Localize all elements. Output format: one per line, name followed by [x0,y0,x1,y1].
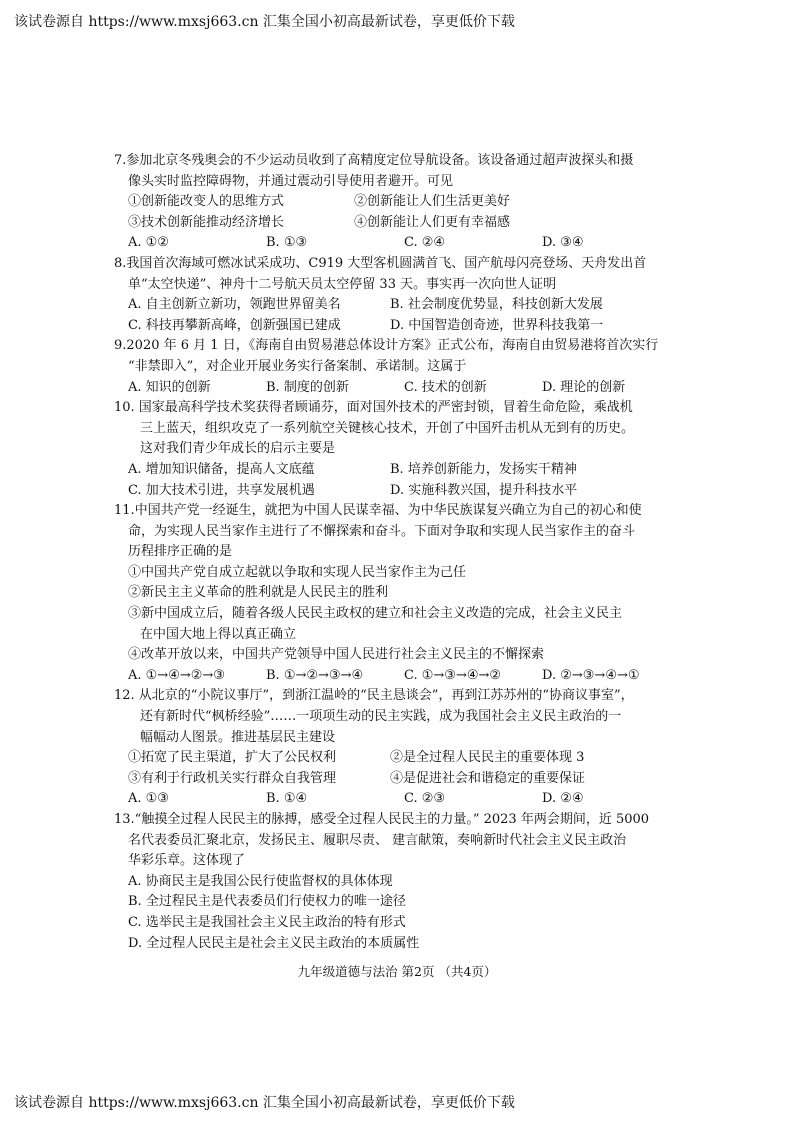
question-stem: 单“太空快递”、神舟十二号航天员太空停留 33 天。事实再一次向世人证明 [128,276,557,292]
statement: ④改革开放以来，中国共产党领导中国人民进行社会主义民主的不懈探索 [128,647,545,663]
question-list [114,151,694,954]
options-row [114,789,694,810]
option-b: B. ①④ [266,791,308,807]
question-stem: 命，为实现人民当家作主进行了不懈探索和奋斗。下面对争取和实现人民当家作主的奋斗 [128,523,636,539]
question-stem: 8.我国首次海域可燃冰试采成功、C919 大型客机圆满首飞、国产航母闪亮登场、天舟发出首 [114,255,647,271]
option-d: D. ③④ [542,235,584,251]
question-stem: 幅幅动人图景。推进基层民主建设 [140,729,336,745]
options-row [114,233,694,254]
statement: ①中国共产党自成立起就以争取和实现人民当家作主为己任 [128,564,467,580]
statement: ③新中国成立后，随着各级人民民主政权的建立和社会主义改造的完成，社会主义民主 [128,606,623,622]
question-stem: 10. 国家最高科学技术奖获得者顾诵芬，面对国外技术的严密封锁，冒着生命危险，乘战机 [114,400,633,416]
option-a: A. 自主创新立新功，领跑世界留美名 [128,297,341,313]
statement-row [114,213,694,234]
option-d: D. 全过程人民民主是社会主义民主政治的本质属性 [128,935,420,951]
question-13 [114,810,694,954]
statement: ②是全过程人民民主的重要体现 3 [390,750,585,766]
statement: ①拓宽了民主渠道，扩大了公民权利 [128,750,337,766]
question-stem: 9.2020 年 6 月 1 日，《海南自由贸易港总体设计方案》正式公布，海南自由贸易港将首次实行 [114,338,659,354]
option-c: C. ②④ [404,235,446,251]
statement: 在中国大地上得以真正确立 [140,626,297,642]
statement: ③技术创新能推动经济增长 [128,214,285,230]
statement: ③有利于行政机关实行群众自我管理 [128,770,337,786]
question-stem: 还有新时代“枫桥经验”……一项项生动的民主实践，成为我国社会主义民主政治的一 [140,709,622,725]
question-7 [114,151,694,254]
option-b: B. ①→②→③→④ [266,667,364,683]
question-8 [114,254,694,336]
options-row [114,295,694,316]
question-12 [114,686,694,810]
option-d: D. 实施科教兴国，提升科技水平 [390,482,578,498]
option-c: C. ②③ [404,791,446,807]
option-a: A. 知识的创新 [128,379,211,395]
option-a: A. 增加知识储备，提高人文底蕴 [128,461,315,477]
question-stem: 名代表委员汇聚北京，发扬民主、履职尽责、 建言献策，奏响新时代社会主义民主政治 [128,832,627,848]
question-stem: 7.参加北京冬残奥会的不少运动员收到了高精度定位导航设备。该设备通过超声波探头和摄 [114,153,634,168]
question-stem: 这对我们青少年成长的启示主要是 [140,441,336,457]
source-banner-top: 该试卷源自 https://www.mxsj663.cn 汇集全国小初高最新试卷，享更低价下载 [14,14,515,30]
option-c: C. 加大技术引进，共享发展机遇 [128,482,315,498]
option-b: B. 培养创新能力，发扬实干精神 [390,461,577,477]
option-d: D. ②④ [542,791,584,807]
option-c: C. 技术的创新 [404,379,487,395]
option-b: B. 全过程民主是代表委员们行使权力的唯一途径 [128,894,406,910]
statement-row [114,769,694,790]
source-banner-bottom: 该试卷源自 https://www.mxsj663.cn 汇集全国小初高最新试卷，享更低价下载 [14,1095,515,1111]
option-a: A. ①→④→②→③ [128,667,225,683]
question-stem: 华彩乐章。这体现了 [128,853,246,869]
statement: ①创新能改变人的思维方式 [128,194,285,210]
question-stem: 11.中国共产党一经诞生，就把为中国人民谋幸福、为中华民族谋复兴确立为自己的初心和使 [114,503,642,519]
question-9 [114,336,694,398]
options-row [114,481,694,502]
option-c: C. 科技再攀新高峰，创新强国已建成 [128,317,341,333]
options-row [114,666,694,687]
option-d: D. 理论的创新 [542,379,626,395]
option-a: A. 协商民主是我国公民行使监督权的具体体现 [128,873,393,889]
question-stem: 13.“触摸全过程人民民主的脉搏，感受全过程人民民主的力量。” 2023 年两会期间，近 5000 [114,812,650,827]
question-10 [114,398,694,501]
statement: ④是促进社会和谐稳定的重要保证 [390,770,586,786]
option-a: A. ①③ [128,791,169,807]
question-stem: 像头实时监控障碍物，并通过震动引导使用者避开。可见 [128,173,454,189]
option-a: A. ①② [128,235,169,251]
options-row [114,460,694,481]
question-stem: 三上蓝天，组织攻克了一系列航空关键核心技术，开创了中国歼击机从无到有的历史。 [140,420,635,436]
options-row [114,378,694,399]
question-stem: “非禁即入”，对企业开展业务实行备案制、承诺制。这属于 [128,358,467,374]
question-11 [114,501,694,686]
statement-row [114,192,694,213]
question-stem: 历程排序正确的是 [128,544,233,560]
page-footer: 九年级道德与法治 第2页 （共4页） [297,964,497,979]
question-stem: 12. 从北京的“小院议事厅”，到浙江温岭的“民主恳谈会”，再到江苏苏州的“协商议事室”， [114,688,634,704]
option-b: B. 社会制度优势显，科技创新大发展 [390,297,603,313]
options-row [114,316,694,337]
option-b: B. 制度的创新 [266,379,349,395]
statement: ④创新能让人们更有幸福感 [354,214,511,230]
option-b: B. ①③ [266,235,308,251]
option-c: C. ①→③→④→② [404,667,502,683]
statement-row [114,748,694,769]
option-d: D. 中国智造创奇迹，世界科技我第一 [390,317,604,333]
option-c: C. 选举民主是我国社会主义民主政治的特有形式 [128,914,406,930]
statement: ②新民主主义革命的胜利就是人民民主的胜利 [128,585,389,601]
statement: ②创新能让人们生活更美好 [354,194,511,210]
option-d: D. ②→③→④→① [542,667,640,683]
